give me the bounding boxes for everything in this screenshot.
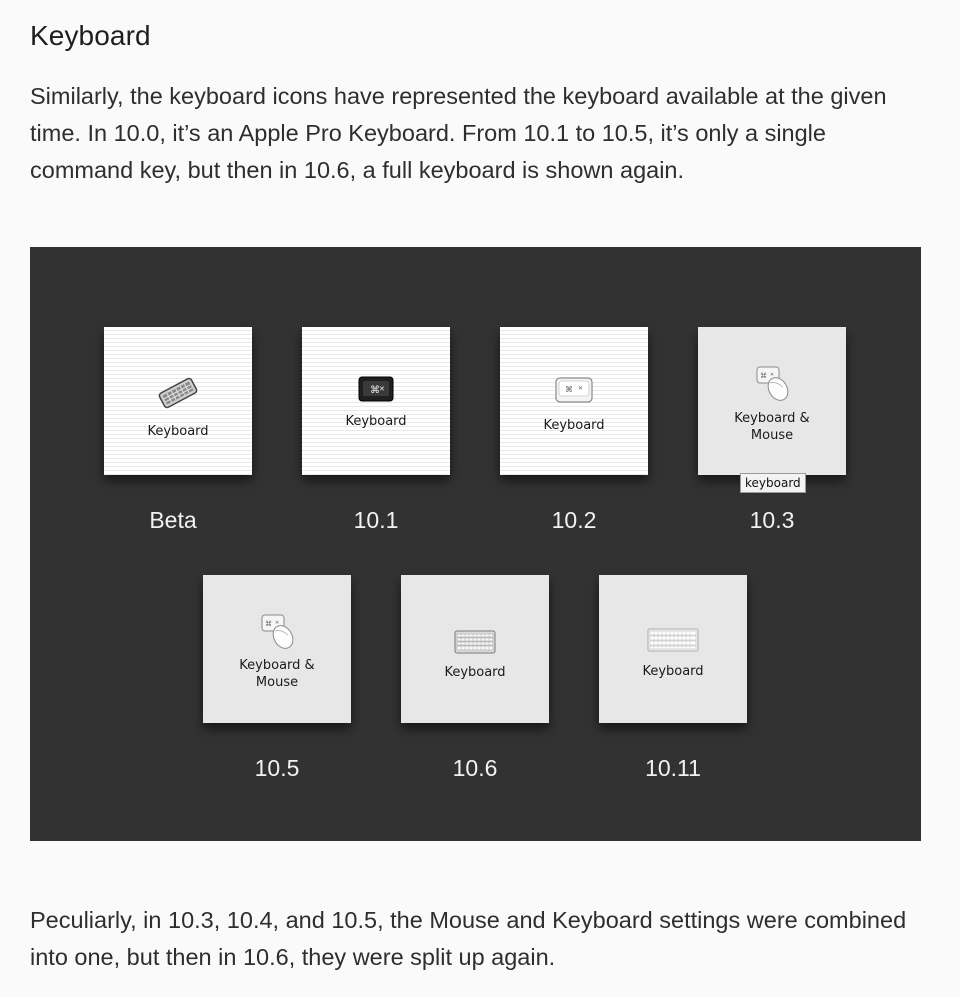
key-and-mouse-icon xyxy=(203,611,351,651)
tile-10-1 xyxy=(302,327,450,475)
section-heading: Keyboard xyxy=(30,20,151,51)
intro-paragraph: Similarly, the keyboard icons have represented the keyboard available at the given time. In 10.0, it’s an Apple Pro Keyboard. From 10.1 to 10.5, it’s only a single command key, but then in 10.6, a full keyboard is shown again. xyxy=(30,83,887,183)
hover-tooltip: keyboard xyxy=(740,473,806,493)
full-keyboard-icon xyxy=(401,629,549,655)
icon-comparison-figure xyxy=(30,247,921,841)
tile-10-6 xyxy=(401,575,549,723)
svg-text:⌘: ⌘ xyxy=(265,620,272,628)
tile-label: Keyboard & Mouse xyxy=(734,411,810,443)
svg-text:⌘: ⌘ xyxy=(760,372,767,380)
version-label: 10.1 xyxy=(353,507,399,533)
svg-text:✕: ✕ xyxy=(578,385,584,392)
svg-text:⌘: ⌘ xyxy=(370,385,380,396)
command-key-dark-icon xyxy=(302,375,450,403)
tile-10-11 xyxy=(599,575,747,723)
version-label: 10.6 xyxy=(452,755,498,781)
outro-paragraph: Peculiarly, in 10.3, 10.4, and 10.5, the Mouse and Keyboard settings were combined into one, but then in 10.6, they were split up again. xyxy=(30,907,907,970)
version-label: Beta xyxy=(149,507,197,533)
tile-10-5 xyxy=(203,575,351,723)
tile-label: Keyboard xyxy=(543,418,605,433)
svg-text:✕: ✕ xyxy=(770,372,775,378)
tile-label: Keyboard xyxy=(642,664,704,679)
version-label: 10.11 xyxy=(645,755,701,781)
tile-label: Keyboard xyxy=(345,414,407,429)
tile-10-2 xyxy=(500,327,648,475)
tile-label: Keyboard xyxy=(147,424,209,439)
tile-10-3 xyxy=(698,327,846,490)
tile-beta xyxy=(104,327,252,475)
flat-keyboard-icon xyxy=(599,627,747,653)
version-label: 10.2 xyxy=(551,507,597,533)
tile-label: Keyboard xyxy=(444,665,506,680)
command-key-light-icon xyxy=(500,375,648,405)
version-label: 10.3 xyxy=(749,507,795,533)
version-label: 10.5 xyxy=(254,755,300,781)
tile-label: Keyboard & Mouse xyxy=(239,658,315,690)
key-and-mouse-icon xyxy=(698,363,846,403)
svg-text:⌘: ⌘ xyxy=(565,385,573,394)
svg-text:✕: ✕ xyxy=(275,620,280,626)
pro-keyboard-icon xyxy=(104,375,252,411)
svg-text:✕: ✕ xyxy=(379,385,385,393)
